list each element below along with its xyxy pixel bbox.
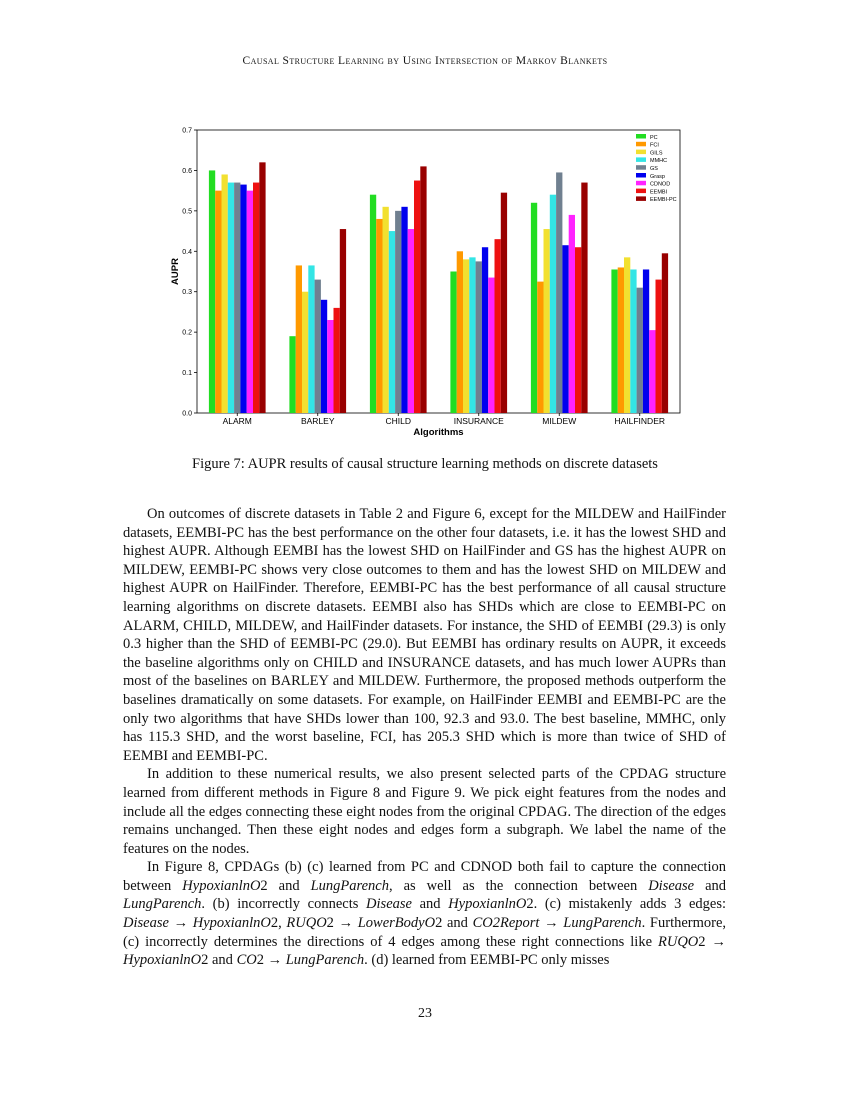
legend-label: EEMBI <box>650 189 668 196</box>
legend-label: CDNOD <box>650 181 671 188</box>
bar-eembi-child <box>414 181 420 413</box>
bar-eembi-hailfinder <box>656 280 662 413</box>
text-segment: 2 and <box>260 877 311 894</box>
legend-swatch-pc <box>636 134 646 139</box>
x-tick-label: MILDEW <box>542 416 577 426</box>
y-tick-label: 0.5 <box>182 208 192 216</box>
math-term: Disease <box>366 896 412 913</box>
legend-label: GILS <box>650 150 663 157</box>
math-term: LowerBodyO <box>357 915 436 932</box>
text-segment: 2 and <box>201 952 237 969</box>
legend-label: GS <box>650 166 658 172</box>
math-term: LungParench <box>123 896 202 913</box>
legend-swatch-cdnod <box>636 181 646 186</box>
bar-mmhc-child <box>389 231 395 413</box>
bar-mmhc-insurance <box>469 257 475 413</box>
legend-swatch-gils <box>636 150 646 155</box>
text-segment: . (b) incorrectly connects <box>201 896 367 913</box>
paragraph <box>123 765 726 858</box>
text-segment: 2, <box>270 915 287 932</box>
bar-grasp-insurance <box>482 247 488 413</box>
y-tick-label: 0.0 <box>182 410 192 418</box>
text-segment: and <box>694 877 727 894</box>
y-tick-label: 0.3 <box>182 289 192 297</box>
bar-gils-child <box>383 207 389 413</box>
y-tick-label: 0.2 <box>182 329 192 337</box>
page-number: 23 <box>418 1006 432 1021</box>
math-term: Disease <box>648 877 695 894</box>
paragraph <box>123 505 726 765</box>
legend-label: MMHC <box>650 158 668 165</box>
bar-fci-child <box>376 219 382 413</box>
bar-eembi-pc-mildew <box>581 183 587 413</box>
bar-fci-mildew <box>537 282 543 413</box>
running-head: Causal Structure Learning by Using Intersection of Markov Blankets <box>242 55 608 67</box>
bar-grasp-hailfinder <box>643 269 649 413</box>
bar-eembi-mildew <box>575 247 581 413</box>
text-segment: 2 → <box>326 915 358 932</box>
legend-swatch-eembi-pc <box>636 196 646 201</box>
x-axis-label: Algorithms <box>413 427 464 438</box>
y-axis-label: AUPR <box>170 258 181 285</box>
y-tick-label: 0.1 <box>182 370 192 378</box>
bar-cdnod-insurance <box>488 278 494 413</box>
legend-swatch-eembi <box>636 189 646 194</box>
y-tick-label: 0.7 <box>182 127 192 135</box>
math-term: HypoxianlnO <box>123 952 202 969</box>
bar-cdnod-child <box>408 229 414 413</box>
x-tick-label: HAILFINDER <box>614 416 666 426</box>
math-term: CO2Report <box>472 915 540 932</box>
legend-label: PC <box>650 134 658 141</box>
math-term: HypoxianlnO <box>448 896 527 913</box>
bar-eembi-pc-child <box>420 166 426 413</box>
math-term: HypoxianlnO <box>182 877 261 894</box>
bar-mmhc-alarm <box>228 183 234 413</box>
text-segment: In addition to these numerical results, we also present selected parts of the CPDAG structure learned from different methods in Figure 8 and Figure 9. We pick eight features from the nodes and include all the edges connecting these eight nodes from the original CPDAG. The direction of the edges remains unchanged. Then these eight nodes and edges form a subgraph. We label the name of the features on the nodes. <box>123 766 726 857</box>
text-segment: → <box>539 915 564 932</box>
bar-gils-alarm <box>222 174 228 413</box>
bar-mmhc-barley <box>308 265 314 413</box>
bar-gils-hailfinder <box>624 257 630 413</box>
math-term: LungParench <box>285 952 365 969</box>
bar-gs-hailfinder <box>637 288 643 413</box>
math-term: Disease <box>123 915 169 932</box>
bar-eembi-barley <box>334 308 340 413</box>
text-segment: 2 and <box>435 915 473 932</box>
x-tick-label: CHILD <box>385 416 412 426</box>
bar-eembi-pc-hailfinder <box>662 253 668 413</box>
bar-pc-barley <box>289 336 295 413</box>
bar-pc-alarm <box>209 170 215 413</box>
text-segment: 2 → <box>256 952 286 969</box>
text-segment: 2. (c) mistakenly adds 3 edges: <box>526 896 727 913</box>
text-segment: . Furthermore, (c) incorrectly determines the directions of 4 edges among these right connections like <box>123 915 727 950</box>
bar-pc-insurance <box>450 272 456 414</box>
math-term: LungParench <box>310 877 389 894</box>
bar-cdnod-hailfinder <box>649 330 655 413</box>
legend-swatch-fci <box>636 142 646 147</box>
bar-eembi-insurance <box>495 239 501 413</box>
bar-gs-insurance <box>476 261 482 413</box>
bar-cdnod-mildew <box>569 215 575 413</box>
math-term: LungParench <box>563 915 642 932</box>
bar-pc-mildew <box>531 203 537 413</box>
text-segment: . (d) learned from EEMBI-PC only misses <box>364 952 610 969</box>
bar-gils-insurance <box>463 259 469 413</box>
body-text <box>123 505 726 970</box>
text-segment: 2 → <box>698 933 727 950</box>
text-segment: , as well as the connection between <box>388 877 649 894</box>
text-segment: On outcomes of discrete datasets in Table 2 and Figure 6, except for the MILDEW and HailFinder datasets, EEMBI-PC has the best performance on the other four datasets, i.e. it has the lowest SHD and highest AUPR. Although EEMBI has the lowest SHD on HailFinder and GS has the highest AUPR on MILDEW, EEMBI-PC shows very close outcomes to them and has the lowest SHD on MILDEW and highest AUPR on HailFinder. Therefore, EEMBI-PC has the best performance of all causal structure learning algorithms on discrete datasets. EEMBI also has SHDs which are close to EEMBI-PC on ALARM, CHILD, MILDEW, and HailFinder datasets. For instance, the SHD of EEMBI (29.3) is only 0.3 higher than the SHD of EEMBI-PC (29.0). But EEMBI has ordinary results on AUPR, it exceeds the baseline algorithms only on CHILD and INSURANCE datasets, and has much lower AUPRs than most of the baselines on BARLEY and MILDEW. Furthermore, the proposed methods outperform the baselines dramatically on some datasets. For example, on HailFinder EEMBI and EEMBI-PC are the only two algorithms that have SHDs lower than 100, 92.3 and 93.0. The best baseline, MMHC, only has 115.3 SHD, and the worst baseline, FCI, has 205.3 SHD which is more than twice of SHD of EEMBI and EEMBI-PC. <box>123 506 726 764</box>
bar-fci-barley <box>296 265 302 413</box>
bar-mmhc-mildew <box>550 195 556 413</box>
legend-label: EEMBI-PC <box>650 197 677 204</box>
bar-grasp-barley <box>321 300 327 413</box>
x-tick-label: BARLEY <box>300 416 335 426</box>
math-term: CO <box>236 952 257 969</box>
y-tick-label: 0.4 <box>182 248 192 256</box>
text-segment: In Figure 8, CPDAGs (b) (c) learned from PC and CDNOD both fail to capture the connection between <box>123 859 726 894</box>
bar-eembi-pc-insurance <box>501 193 507 413</box>
bar-grasp-child <box>401 207 407 413</box>
bar-pc-child <box>370 195 376 413</box>
bar-mmhc-hailfinder <box>630 269 636 413</box>
bar-gs-barley <box>315 280 321 413</box>
figure-caption: Figure 7: AUPR results of causal structure learning methods on discrete datasets <box>192 456 658 472</box>
x-tick-label: ALARM <box>222 416 252 426</box>
y-tick-label: 0.6 <box>182 167 192 175</box>
bar-cdnod-barley <box>327 320 333 413</box>
bar-fci-insurance <box>457 251 463 413</box>
bar-gs-alarm <box>234 183 240 413</box>
math-term: RUQO <box>658 933 699 950</box>
bar-grasp-mildew <box>562 245 568 413</box>
bar-eembi-alarm <box>253 183 259 413</box>
bar-eembi-pc-alarm <box>259 162 265 413</box>
legend-label: FCI <box>650 142 659 149</box>
bar-cdnod-alarm <box>247 191 253 413</box>
legend-swatch-grasp <box>636 173 646 178</box>
legend-swatch-gs <box>636 165 646 170</box>
text-segment: → <box>168 915 193 932</box>
x-tick-label: INSURANCE <box>453 416 504 426</box>
paragraph <box>123 858 726 970</box>
bar-grasp-alarm <box>240 185 246 413</box>
bar-gils-mildew <box>544 229 550 413</box>
plot-area <box>197 130 680 413</box>
bar-fci-hailfinder <box>618 267 624 413</box>
bar-gs-mildew <box>556 172 562 413</box>
bar-fci-alarm <box>215 191 221 413</box>
bar-eembi-pc-barley <box>340 229 346 413</box>
bar-gs-child <box>395 211 401 413</box>
legend-label: Grasp <box>650 173 665 180</box>
bar-gils-barley <box>302 292 308 413</box>
text-segment: and <box>411 896 449 913</box>
bar-pc-hailfinder <box>611 269 617 413</box>
math-term: RUQO <box>286 915 327 932</box>
aupr-bar-chart <box>160 118 690 448</box>
math-term: HypoxianlnO <box>192 915 271 932</box>
legend-swatch-mmhc <box>636 157 646 162</box>
